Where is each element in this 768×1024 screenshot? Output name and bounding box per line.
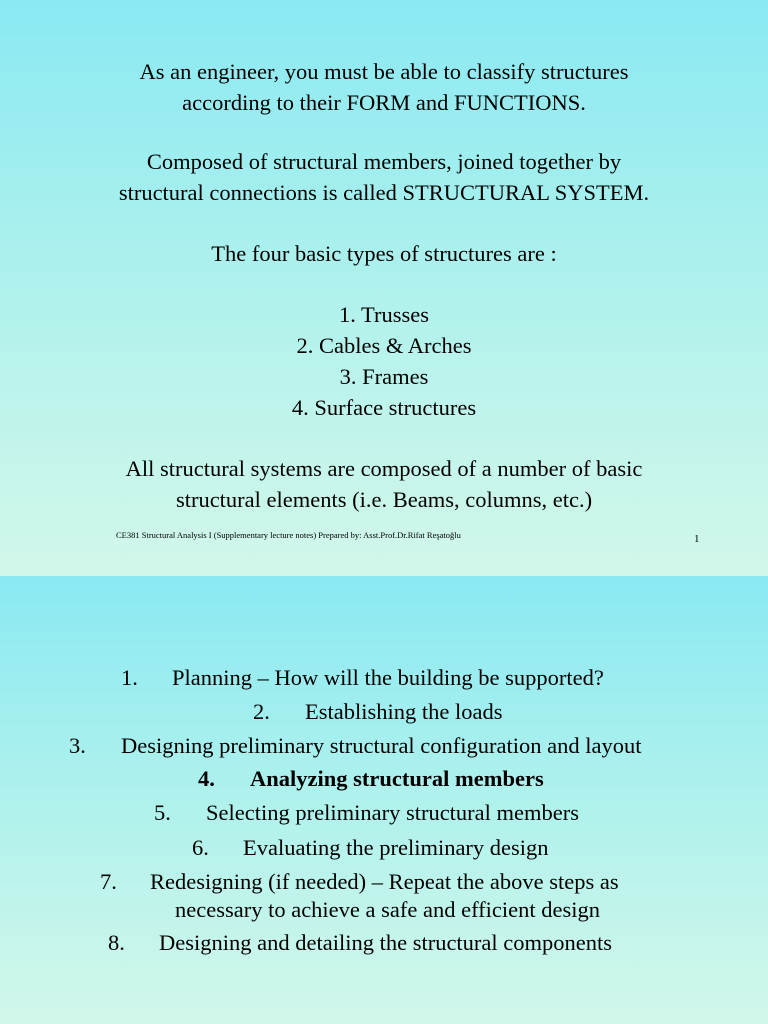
step-text: Planning – How will the building be supported? bbox=[172, 665, 604, 690]
slide-2 bbox=[0, 576, 768, 1024]
footer-note: CE381 Structural Analysis I (Supplementary lecture notes) Prepared by: Asst.Prof.Dr.Rifat Reşatoğlu bbox=[116, 530, 461, 540]
step-number: 7. bbox=[100, 869, 117, 894]
types-heading bbox=[0, 238, 768, 269]
step-text: Designing preliminary structural configuration and layout bbox=[121, 733, 642, 758]
step-7 bbox=[100, 868, 619, 896]
type-item-3: 3. Frames bbox=[339, 364, 429, 389]
system-paragraph bbox=[0, 146, 768, 208]
elements-line-1: All structural systems are composed of a number of basic bbox=[125, 456, 643, 481]
step-number: 2. bbox=[253, 699, 270, 724]
step-text: Evaluating the preliminary design bbox=[243, 835, 549, 860]
type-item-4: 4. Surface structures bbox=[291, 395, 477, 420]
system-line-2: structural connections is called STRUCTURAL SYSTEM. bbox=[118, 180, 650, 205]
step-text: Selecting preliminary structural members bbox=[206, 800, 580, 825]
step-3 bbox=[69, 732, 642, 760]
intro-line-2: according to their FORM and FUNCTIONS. bbox=[182, 90, 586, 115]
step-number: 3. bbox=[69, 733, 86, 758]
step-4 bbox=[198, 765, 544, 793]
step-text: Designing and detailing the structural components bbox=[159, 930, 613, 955]
step-8 bbox=[108, 929, 613, 957]
step-number: 6. bbox=[192, 835, 209, 860]
intro-paragraph bbox=[0, 56, 768, 118]
type-item-2: 2. Cables & Arches bbox=[296, 333, 472, 358]
intro-line-1: As an engineer, you must be able to classify structures bbox=[139, 59, 629, 84]
step-1 bbox=[121, 664, 604, 692]
step-text: Redesigning (if needed) – Repeat the above steps as bbox=[150, 869, 619, 894]
step-number: 1. bbox=[121, 665, 138, 690]
type-item-1: 1. Trusses bbox=[338, 302, 430, 327]
step-text: Establishing the loads bbox=[305, 699, 503, 724]
step-5 bbox=[154, 799, 580, 827]
step-number: 4. bbox=[198, 766, 215, 791]
step-2 bbox=[253, 698, 503, 726]
step-number: 5. bbox=[154, 800, 171, 825]
step-text: Analyzing structural members bbox=[250, 766, 544, 791]
step-6 bbox=[192, 834, 549, 862]
step-7-continuation: necessary to achieve a safe and efficient design bbox=[175, 897, 601, 922]
types-list bbox=[0, 299, 768, 423]
page-number: 1 bbox=[694, 533, 700, 545]
types-heading-text: The four basic types of structures are : bbox=[211, 241, 557, 266]
elements-line-2: structural elements (i.e. Beams, columns, etc.) bbox=[175, 487, 593, 512]
step-number: 8. bbox=[108, 930, 125, 955]
system-line-1: Composed of structural members, joined together by bbox=[146, 149, 622, 174]
elements-paragraph bbox=[0, 453, 768, 515]
